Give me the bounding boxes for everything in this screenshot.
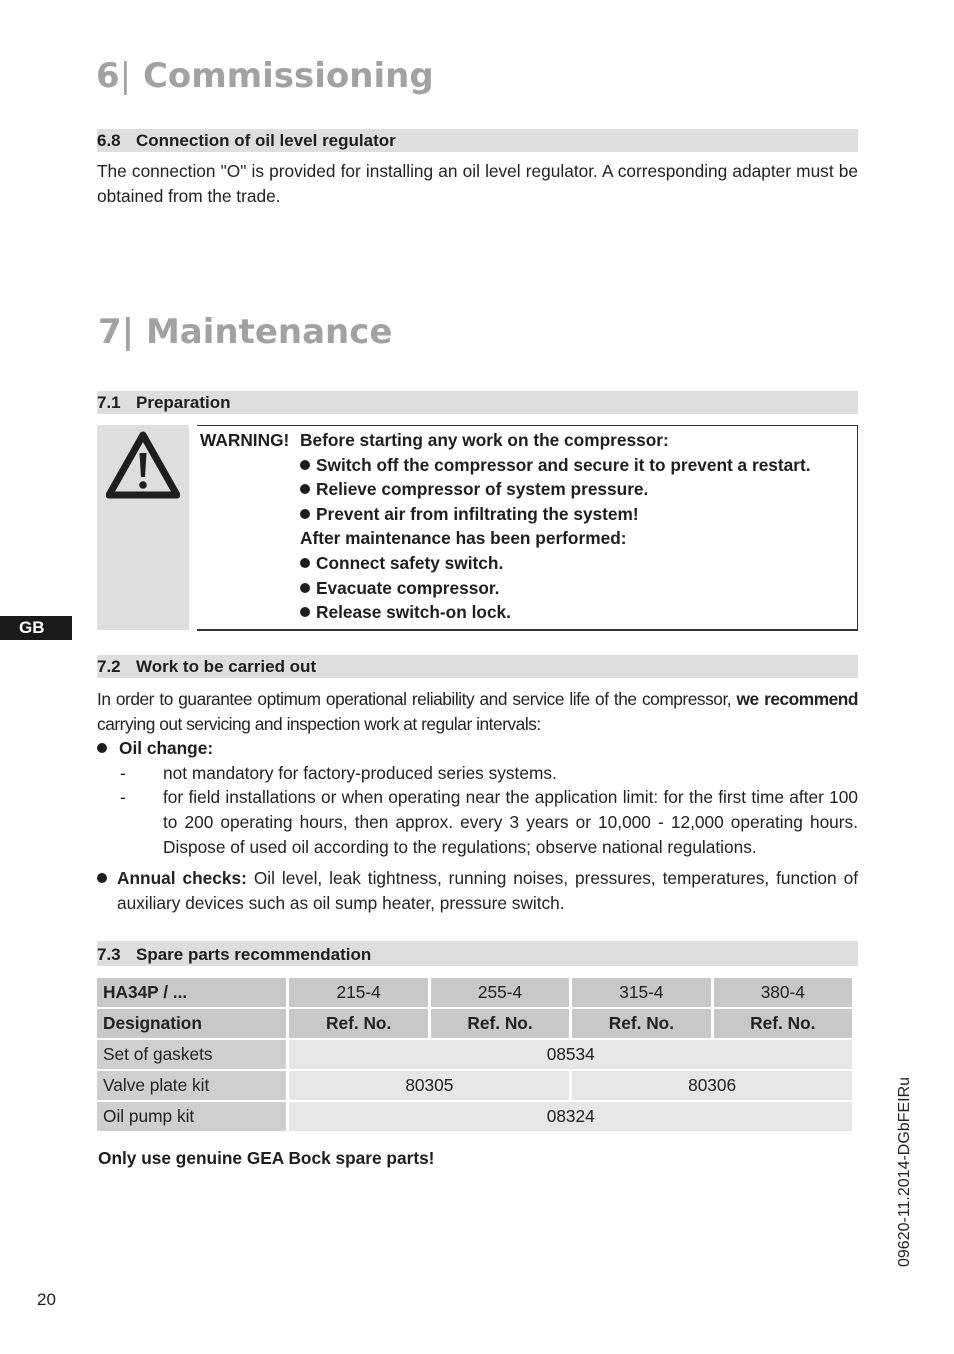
- table-row: [97, 1009, 852, 1038]
- table-model-cell: HA34P / ...: [97, 978, 286, 1007]
- part-label: Oil pump kit: [97, 1102, 286, 1131]
- variant-cell: 215-4: [289, 978, 427, 1007]
- warning-label: WARNING!: [200, 430, 290, 450]
- oil-change-title: Oil change:: [97, 736, 213, 761]
- ref-value: 80305: [289, 1071, 569, 1100]
- warning-item: Connect safety switch.: [300, 551, 503, 576]
- language-tab: GB: [0, 616, 72, 640]
- spare-parts-note: Only use genuine GEA Bock spare parts!: [98, 1148, 435, 1168]
- designation-header: Designation: [97, 1009, 286, 1038]
- warning-box: [197, 425, 858, 631]
- oil-item: for field installations or when operating near the application limit: for the first time after 100 to 200 operating hours, then approx. every 3 years or 10,000 - 12,000 operating hours. Dispose of used oil according to the regulations; observe national regulations.: [163, 787, 858, 857]
- section-7-3-header: 7.3 Spare parts recommendation: [97, 941, 858, 966]
- variant-cell: 315-4: [572, 978, 710, 1007]
- table-row: [97, 1040, 852, 1069]
- document-code: 09620-11.2014-DGbFEIRu: [896, 1076, 913, 1267]
- section-7-2-header: 7.2 Work to be carried out: [97, 655, 858, 678]
- section-7-1-header: 7.1 Preparation: [97, 391, 858, 414]
- ref-no-header: Ref. No.: [714, 1009, 852, 1038]
- table-row: [97, 1071, 852, 1100]
- warning-item: Prevent air from infiltrating the system!: [300, 502, 639, 527]
- warning-triangle-icon: [106, 431, 180, 499]
- section-6-8-header: [97, 129, 858, 152]
- chapter-7-heading: 7| Maintenance: [98, 312, 393, 352]
- ref-no-header: Ref. No.: [289, 1009, 427, 1038]
- section-title: Connection of oil level regulator: [136, 131, 396, 150]
- oil-item: not mandatory for factory-produced series systems.: [163, 763, 557, 783]
- annual-checks-text: Annual checks: Oil level, leak tightness, running noises, pressures, temperatures, function of auxiliary devices such as oil sump heater, pressure switch.: [117, 868, 858, 913]
- variant-cell: 380-4: [714, 978, 852, 1007]
- warning-item: Switch off the compressor and secure it to prevent a restart.: [300, 453, 811, 478]
- chapter-6-heading: 6| Commissioning: [96, 56, 434, 96]
- section-7-2-intro: In order to guarantee optimum operational reliability and service life of the compressor, we recommend carrying out servicing and inspection work at regular intervals:: [97, 689, 858, 734]
- page-number: 20: [37, 1290, 56, 1309]
- warning-intro: Before starting any work on the compressor:: [300, 430, 669, 450]
- warning-item: Relieve compressor of system pressure.: [300, 477, 648, 502]
- section-6-8-text: The connection "O" is provided for installing an oil level regulator. A corresponding adapter must be obtained from the trade.: [97, 161, 858, 206]
- spare-parts-table: [94, 976, 855, 1133]
- part-label: Valve plate kit: [97, 1071, 286, 1100]
- part-label: Set of gaskets: [97, 1040, 286, 1069]
- ref-value: 08324: [289, 1102, 852, 1131]
- variant-cell: 255-4: [431, 978, 569, 1007]
- ref-value: 80306: [572, 1071, 852, 1100]
- ref-value: 08534: [289, 1040, 852, 1069]
- oil-dash: -: [120, 787, 126, 807]
- section-number: 6.8: [97, 131, 121, 150]
- table-row: [97, 978, 852, 1007]
- warning-icon-panel: [97, 425, 189, 630]
- table-row: [97, 1102, 852, 1131]
- warning-item: Evacuate compressor.: [300, 576, 499, 601]
- ref-no-header: Ref. No.: [572, 1009, 710, 1038]
- oil-dash: -: [120, 763, 126, 783]
- ref-no-header: Ref. No.: [431, 1009, 569, 1038]
- warning-after-title: After maintenance has been performed:: [300, 528, 627, 548]
- warning-item: Release switch-on lock.: [300, 600, 511, 625]
- annual-bullet: [97, 866, 113, 891]
